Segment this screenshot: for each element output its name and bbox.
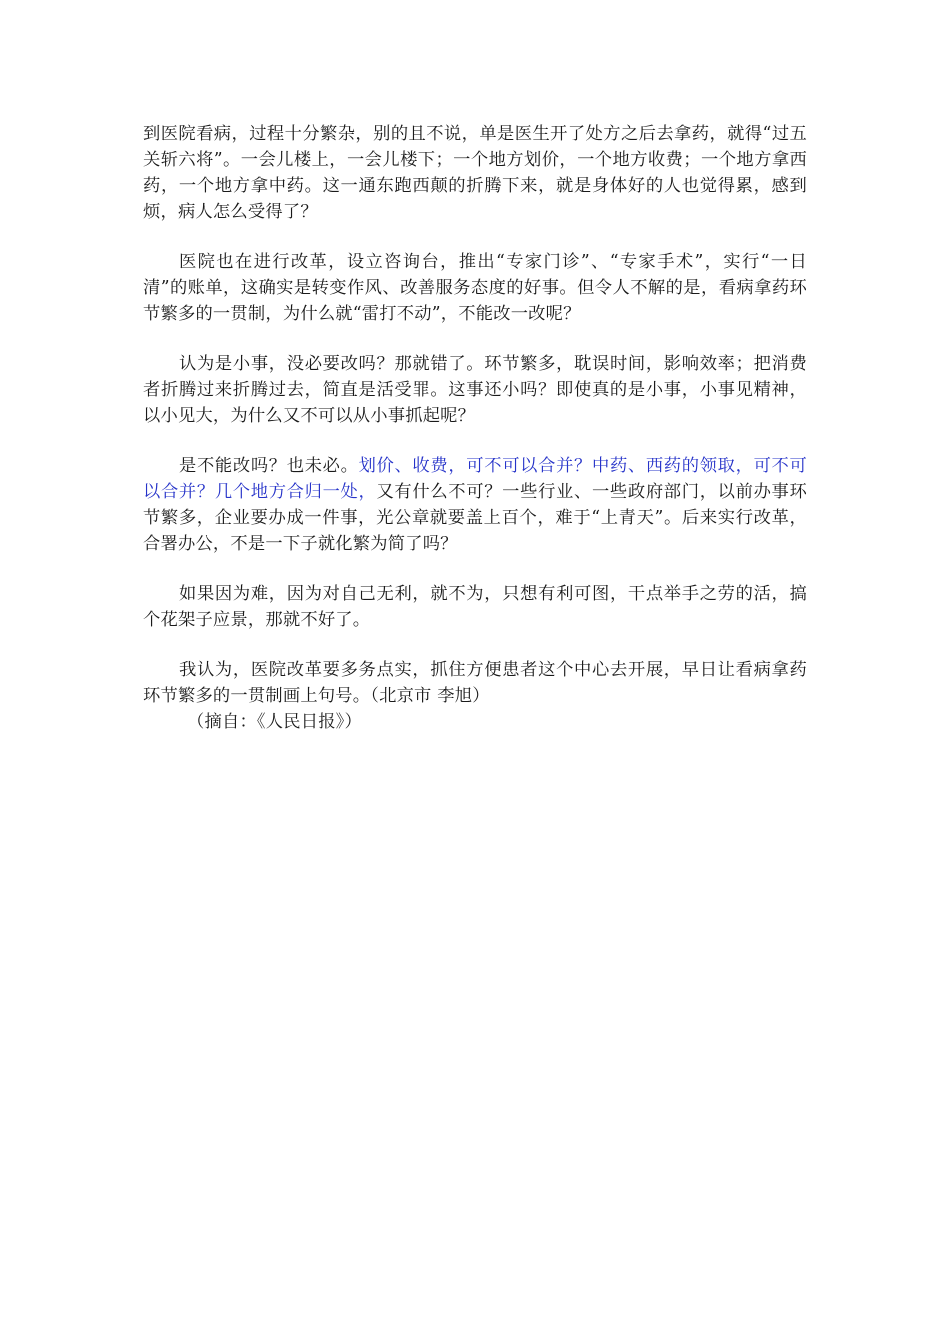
paragraph-2: 医院也在进行改革，设立咨询台，推出“专家门诊”、“专家手术”，实行“一日清”的账单，这确实是转变作风、改善服务态度的好事。但令人不解的是，看病拿药环节繁多的一贯制，为什么就“雷打不动”，不能改一改呢？ — [143, 252, 807, 324]
paragraph-5: 如果因为难，因为对自己无利，就不为，只想有利可图，干点举手之劳的活，搞个花架子应景，那就不好了。 — [143, 584, 807, 630]
paragraph-6: 我认为，医院改革要多务点实，抓住方便患者这个中心去开展，早日让看病拿药环节繁多的一贯制画上句号。（北京市 李旭） — [143, 660, 807, 706]
article-body — [143, 121, 807, 735]
highlighted-text: 划价、收费，可不可以合并？中药、西药的领取，可不可以合并？几个地方合归一处， — [143, 456, 807, 502]
paragraph-3: 认为是小事，没必要改吗？那就错了。环节繁多，耽误时间，影响效率；把消费者折腾过来折腾过去，简直是活受罪。这事还小吗？即使真的是小事，小事见精神，以小见大，为什么又不可以从小事抓起呢？ — [143, 354, 807, 426]
paragraph-4-lead: 是不能改吗？也未必。 — [179, 456, 359, 476]
paragraph-4-rest: 又有什么不可？一些行业、一些政府部门，以前办事环节繁多，企业要办成一件事，光公章就要盖上百个，难于“上青天”。后来实行改革，合署办公，不是一下子就化繁为简了吗？ — [143, 482, 807, 554]
paragraph-4 — [143, 453, 807, 557]
source-citation: （摘自：《人民日报》） — [187, 712, 363, 732]
paragraph-1: 到医院看病，过程十分繁杂，别的且不说，单是医生开了处方之后去拿药，就得“过五关斩六将”。一会儿楼上，一会儿楼下；一个地方划价，一个地方收费；一个地方拿西药，一个地方拿中药。这一通东跑西颠的折腾下来，就是身体好的人也觉得累，感到烦，病人怎么受得了？ — [143, 124, 807, 222]
